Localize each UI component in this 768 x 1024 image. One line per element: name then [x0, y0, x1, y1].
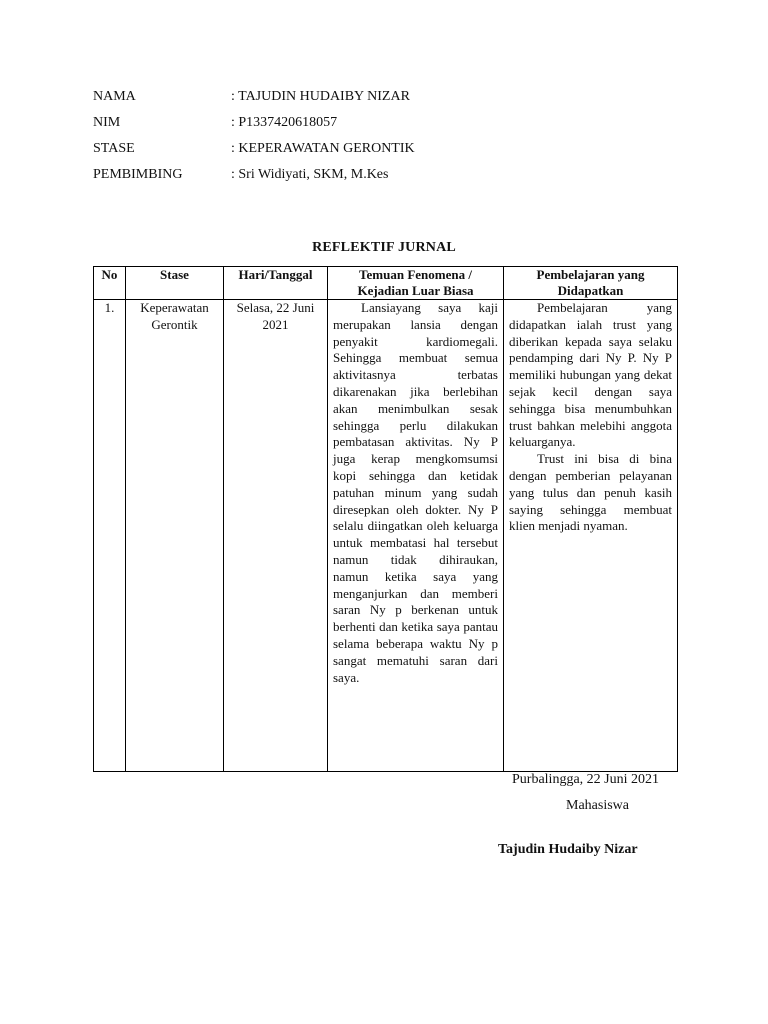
pembelajaran-paragraph-1: Pembelajaran yang didapatkan ialah trust yang diberikan kepada saya selaku pendamping dari Ny P. Ny P memiliki hubungan yang dekat sejak kecil dengan saya sehingga bisa menumbuhkan trust bahkan melebihi anggota keluarganya. [509, 300, 672, 450]
reflection-table [93, 266, 678, 772]
info-label: NAMA [93, 89, 136, 104]
info-label: STASE [93, 141, 135, 156]
pembelajaran-paragraph-2: Trust ini bisa di bina dengan pemberian pelayanan yang tulus dan penuh kasih saying sehingga membuat klien menjadi nyaman. [509, 451, 672, 534]
cell-no: 1. [94, 300, 126, 772]
signer-role: Mahasiswa [566, 798, 629, 813]
table-row [94, 300, 678, 772]
info-value: : P1337420618057 [231, 115, 338, 130]
header-stase: Stase [126, 267, 224, 300]
temuan-text: Lansiayang saya kaji merupakan lansia dengan penyakit kardiomegali. Sehingga membuat semua aktivitasnya terbatas dikarenakan jika berlebihan akan menimbulkan sesak sehingga perlu dilakukan pembatasan aktivitas. Ny P juga kerap mengkomsumsi kopi sehingga dan ketidak patuhan minum yang sudah diresepkan oleh dokter. Ny P selalu diingatkan oleh keluarga untuk membatasi hal tersebut namun tidak dihiraukan, namun ketika saya yang menganjurkan dan memberi saran Ny p berkenan untuk berhenti dan ketika saya pantau selama beberapa waktu Ny p sangat mematuhi saran dari saya. [333, 300, 498, 685]
cell-tanggal: Selasa, 22 Juni 2021 [224, 300, 328, 772]
place-date: Purbalingga, 22 Juni 2021 [512, 772, 659, 787]
table-header-row [94, 267, 678, 300]
info-label: NIM [93, 115, 121, 130]
info-value: : KEPERAWATAN GERONTIK [231, 141, 415, 156]
header-tanggal: Hari/Tanggal [224, 267, 328, 300]
cell-stase: Keperawatan Gerontik [126, 300, 224, 772]
header-no: No [94, 267, 126, 300]
signer-name: Tajudin Hudaiby Nizar [498, 842, 638, 857]
header-pembelajaran: Pembelajaran yang Didapatkan [504, 267, 678, 300]
info-value: : Sri Widiyati, SKM, M.Kes [231, 167, 389, 182]
info-value: : TAJUDIN HUDAIBY NIZAR [231, 89, 410, 104]
info-label: PEMBIMBING [93, 167, 183, 182]
cell-temuan [328, 300, 504, 772]
header-temuan: Temuan Fenomena / Kejadian Luar Biasa [328, 267, 504, 300]
cell-pembelajaran [504, 300, 678, 772]
document-title: REFLEKTIF JURNAL [312, 240, 456, 255]
